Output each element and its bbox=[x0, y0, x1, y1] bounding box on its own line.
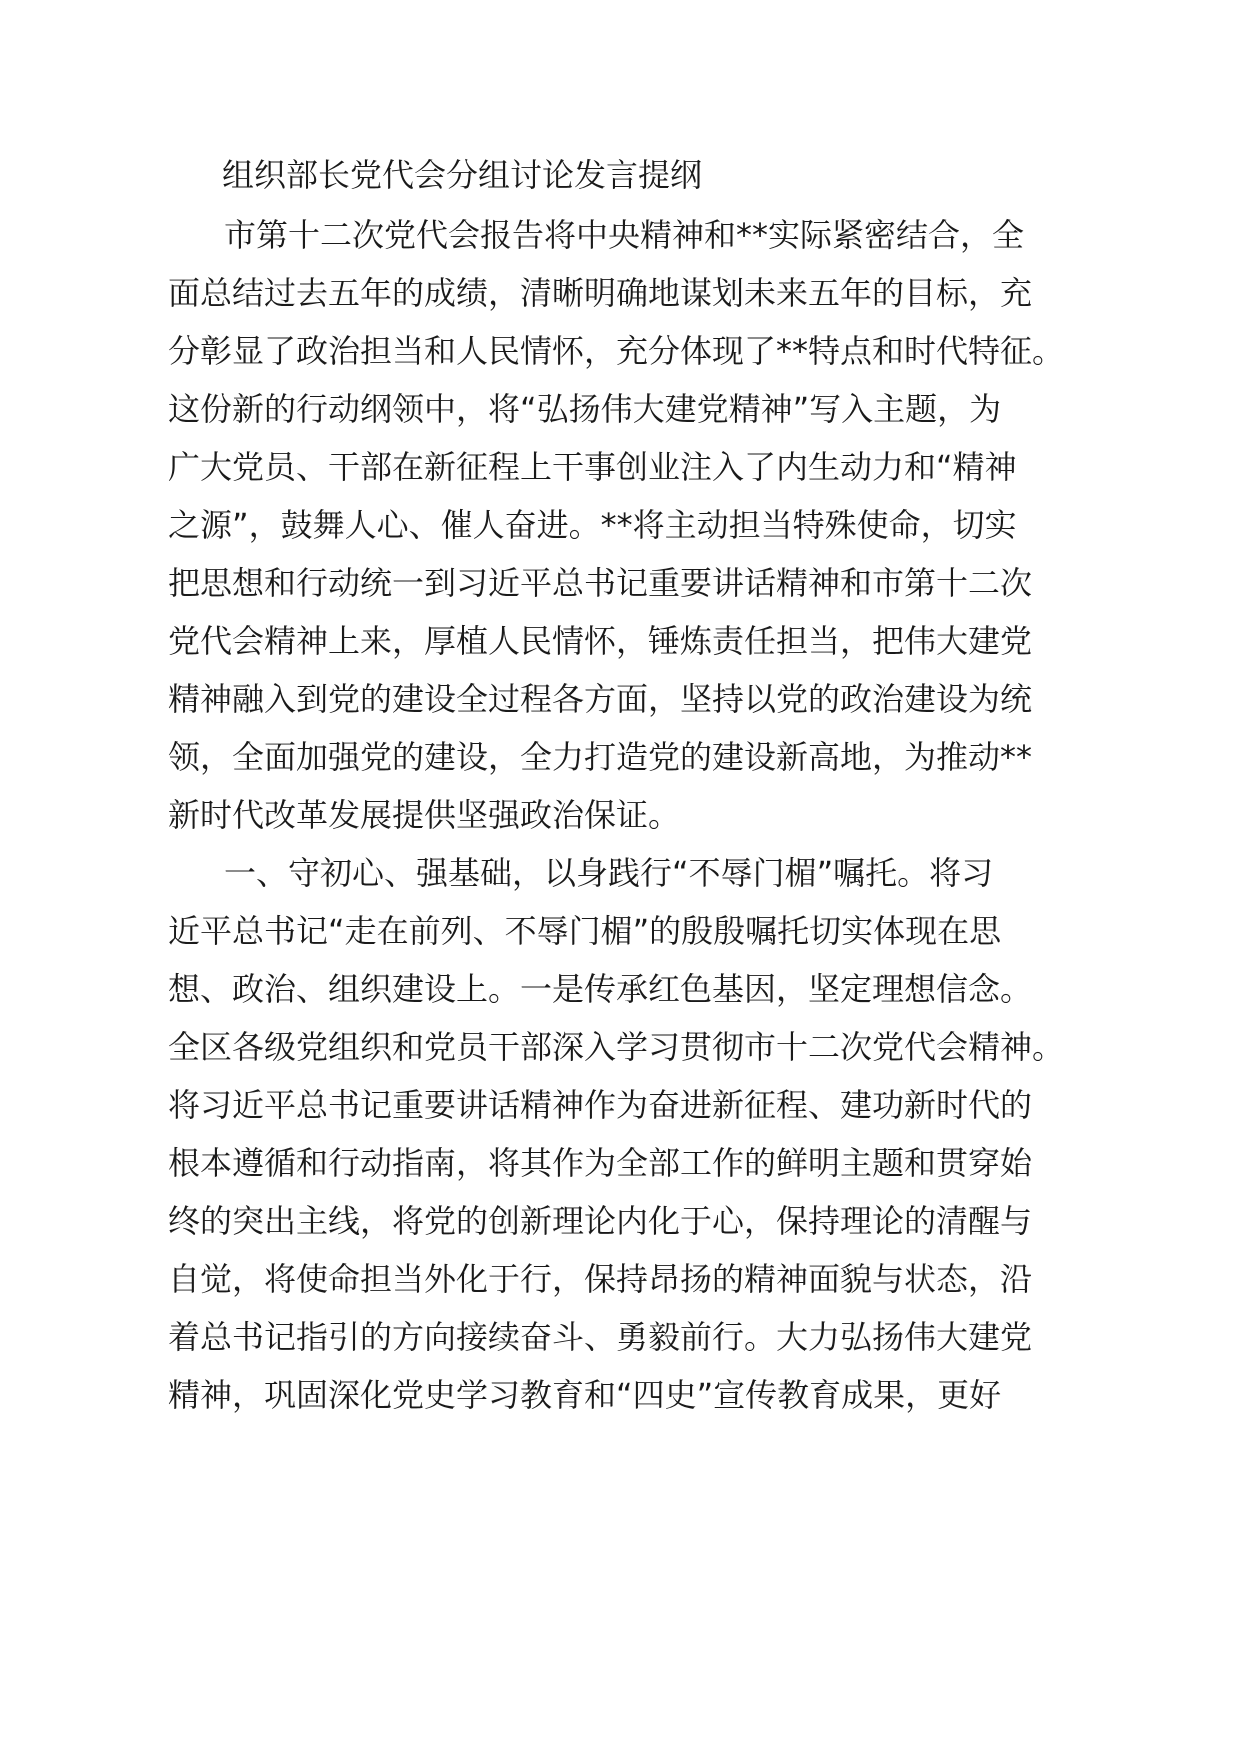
paragraph-line: 这份新的行动纲领中，将“弘扬伟大建党精神”写入主题，为 bbox=[168, 390, 1002, 428]
paragraph-line: 广大党员、干部在新征程上干事创业注入了内生动力和“精神 bbox=[168, 448, 1017, 486]
paragraph-line: 之源”，鼓舞人心、催人奋进。**将主动担当特殊使命，切实 bbox=[168, 506, 1017, 544]
paragraph-line: 根本遵循和行动指南，将其作为全部工作的鲜明主题和贯穿始 bbox=[168, 1144, 1033, 1182]
paragraph-line: 精神，巩固深化党史学习教育和“四史”宣传教育成果，更好 bbox=[168, 1376, 1002, 1414]
paragraph-line: 党代会精神上来，厚植人民情怀，锤炼责任担当，把伟大建党 bbox=[168, 622, 1033, 660]
paragraph-line: 精神融入到党的建设全过程各方面，坚持以党的政治建设为统 bbox=[168, 680, 1033, 718]
paragraph-line: 着总书记指引的方向接续奋斗、勇毅前行。大力弘扬伟大建党 bbox=[168, 1318, 1033, 1356]
document-title: 组织部长党代会分组讨论发言提纲 bbox=[222, 156, 703, 194]
paragraph-line: 想、政治、组织建设上。一是传承红色基因，坚定理想信念。 bbox=[168, 970, 1033, 1008]
paragraph-line: 终的突出主线，将党的创新理论内化于心，保持理论的清醒与 bbox=[168, 1202, 1033, 1240]
paragraph-line: 全区各级党组织和党员干部深入学习贯彻市十二次党代会精神。 bbox=[168, 1028, 1065, 1066]
paragraph-line: 分彰显了政治担当和人民情怀，充分体现了**特点和时代特征。 bbox=[168, 332, 1065, 370]
paragraph-line: 面总结过去五年的成绩，清晰明确地谋划未来五年的目标，充 bbox=[168, 274, 1033, 312]
paragraph-line: 一、守初心、强基础，以身践行“不辱门楣”嘱托。将习 bbox=[224, 854, 994, 892]
paragraph-line: 把思想和行动统一到习近平总书记重要讲话精神和市第十二次 bbox=[168, 564, 1033, 602]
paragraph-line: 市第十二次党代会报告将中央精神和**实际紧密结合，全 bbox=[224, 216, 1025, 254]
paragraph-line: 自觉，将使命担当外化于行，保持昂扬的精神面貌与状态，沿 bbox=[168, 1260, 1033, 1298]
paragraph-line: 将习近平总书记重要讲话精神作为奋进新征程、建功新时代的 bbox=[168, 1086, 1033, 1124]
paragraph-line: 近平总书记“走在前列、不辱门楣”的殷殷嘱托切实体现在思 bbox=[168, 912, 1002, 950]
paragraph-line: 新时代改革发展提供坚强政治保证。 bbox=[168, 796, 681, 834]
paragraph-line: 领，全面加强党的建设，全力打造党的建设新高地，为推动** bbox=[168, 738, 1033, 776]
